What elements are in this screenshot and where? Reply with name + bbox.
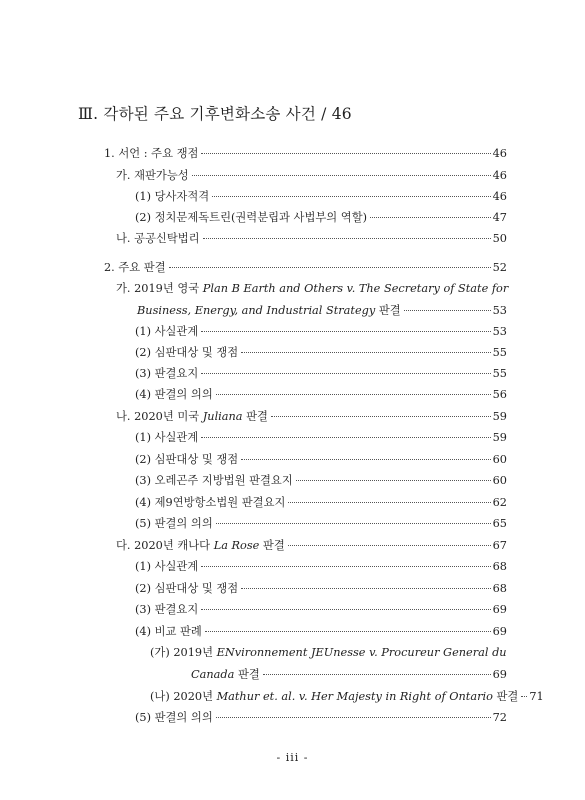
toc-entry-label: (1) 사실관계 [135,325,199,338]
toc-entry[interactable] [135,211,507,225]
toc-page-number: 62 [492,496,507,509]
toc-page-number: 68 [492,582,507,595]
toc-entry-case-name: Mathur et. al. v. Her Majesty in Right of Ontario [216,690,493,703]
toc-entry-label: (4) 비교 판례 [135,625,202,638]
toc-entry[interactable] [150,646,507,660]
toc-entry-label: (2) 심판대상 및 쟁점 [135,453,239,466]
toc-entry-label: 판결 [375,304,401,317]
toc-page-number: 56 [492,388,507,401]
section-heading: Ⅲ. 각하된 주요 기후변화소송 사건 / 46 [78,105,352,123]
dot-leader [296,480,491,481]
dot-leader [288,502,490,503]
toc-entry[interactable] [135,325,507,339]
dot-leader [216,523,491,524]
toc-page-number: 46 [492,169,507,182]
toc-entry[interactable] [135,453,507,467]
toc-page-number: 69 [492,603,507,616]
toc-page-number: 60 [492,474,507,487]
toc-entry[interactable]: 나. 2020년 미국 Juliana 판결 59 [116,410,507,423]
dot-leader [288,545,491,546]
toc-page-number: 68 [492,560,507,573]
dot-leader [404,310,491,311]
toc-page-number: 46 [492,147,507,160]
toc-page-number: 55 [492,367,507,380]
toc-entry-label: 2. 주요 판결 [104,261,166,274]
toc-entry[interactable]: (나) 2020년 Mathur et. al. v. Her Majesty in Right of Ontario 판결 71 [150,690,544,703]
toc-entry-label: (4) 판결의 의의 [135,388,213,401]
toc-entry-case-name: Juliana [202,410,243,423]
toc-page-number: 55 [492,346,507,359]
dot-leader [241,352,490,353]
dot-leader [203,238,491,239]
toc-entry-case-name: Canada [191,668,235,681]
toc-entry[interactable] [135,582,507,596]
dot-leader [263,674,491,675]
toc-page-number: 69 [492,668,507,681]
toc-entry-label: 다. 2020년 캐나다 [116,539,214,552]
dot-leader [192,175,491,176]
toc-page-number: 71 [529,690,544,703]
toc-entry-label: (2) 심판대상 및 쟁점 [135,582,239,595]
toc-entry[interactable] [116,169,507,183]
toc-entry-label: (2) 심판대상 및 쟁점 [135,346,239,359]
toc-entry-label: 1. 서언 : 주요 쟁점 [104,147,199,160]
dot-leader [271,416,491,417]
dot-leader [205,631,491,632]
dot-leader [201,609,490,610]
toc-entry-label: (4) 제9연방항소법원 판결요지 [135,496,286,509]
toc-entry-label: (5) 판결의 의의 [135,711,213,724]
dot-leader [201,566,490,567]
toc-entry[interactable] [191,668,507,682]
toc-entry-label: 판결 [234,668,260,681]
toc-entry[interactable] [135,388,507,402]
toc-entry-label: (3) 판결요지 [135,367,199,380]
toc-entry-label: 가. 2019년 영국 [116,282,203,295]
toc-entry[interactable] [104,261,507,275]
toc-page-number: 50 [492,232,507,245]
toc-entry[interactable] [137,304,507,318]
toc-entry[interactable] [135,625,507,639]
toc-page-number: 53 [492,325,507,338]
toc-entry[interactable] [135,346,507,360]
page-number-footer: - iii - [276,751,309,764]
toc-entry[interactable]: 다. 2020년 캐나다 La Rose 판결 67 [116,539,507,552]
toc-page-number: 52 [492,261,507,274]
toc-page-number: 72 [492,711,507,724]
dot-leader [212,196,490,197]
toc-entry-label: (3) 판결요지 [135,603,199,616]
toc-page-number: 47 [492,211,507,224]
dot-leader [201,331,490,332]
toc-entry[interactable] [135,560,507,574]
toc-entry[interactable] [135,431,507,445]
toc-entry-case-name: La Rose [213,539,260,552]
toc-page-number: 53 [492,304,507,317]
toc-entry-label: 가. 재판가능성 [116,169,189,182]
dot-leader [216,394,491,395]
toc-entry-label: (5) 판결의 의의 [135,517,213,530]
toc-entry-label: (1) 사실관계 [135,560,199,573]
dot-leader [216,717,491,718]
dot-leader [241,588,490,589]
toc-page-number: 60 [492,453,507,466]
toc-entry[interactable] [135,496,507,510]
toc-entry-label: (2) 정치문제독트린(권력분립과 사법부의 역할) [135,211,368,224]
toc-entry[interactable] [135,474,507,488]
dot-leader [201,373,490,374]
toc-page-number: 46 [492,190,507,203]
toc-entry-case-name: Plan B Earth and Others v. The Secretary of State for [202,282,509,295]
toc-entry-label: (1) 당사자적격 [135,190,210,203]
toc-entry[interactable] [135,711,507,725]
toc-entry[interactable] [135,367,507,381]
dot-leader [370,217,491,218]
toc-entry-label: 나. 2020년 미국 [116,410,203,423]
toc-page-number: 59 [492,410,507,423]
toc-entry-label: (3) 오레곤주 지방법원 판결요지 [135,474,293,487]
toc-page-number: 65 [492,517,507,530]
dot-leader [521,696,527,697]
toc-entry-label: (나) 2020년 [150,690,217,703]
toc-page-number: 69 [492,625,507,638]
dot-leader [201,153,490,154]
dot-leader [169,267,491,268]
toc-entry[interactable] [135,190,507,204]
toc-entry-label: 나. 공공신탁법리 [116,232,200,245]
toc-entry[interactable] [116,282,509,296]
toc-entry[interactable] [104,147,507,161]
dot-leader [241,459,490,460]
toc-entry[interactable] [135,603,507,617]
toc-entry[interactable] [116,232,507,246]
dot-leader [201,437,490,438]
toc-entry-case-name: Business, Energy, and Industrial Strategy [137,304,376,317]
toc-entry-case-name: ENvironnement JEUnesse v. Procureur General du [216,646,507,659]
toc-entry[interactable] [135,517,507,531]
toc-page-number: 67 [492,539,507,552]
toc-page-number: 59 [492,431,507,444]
toc-entry-label: (1) 사실관계 [135,431,199,444]
toc-entry-label: (가) 2019년 [150,646,217,659]
